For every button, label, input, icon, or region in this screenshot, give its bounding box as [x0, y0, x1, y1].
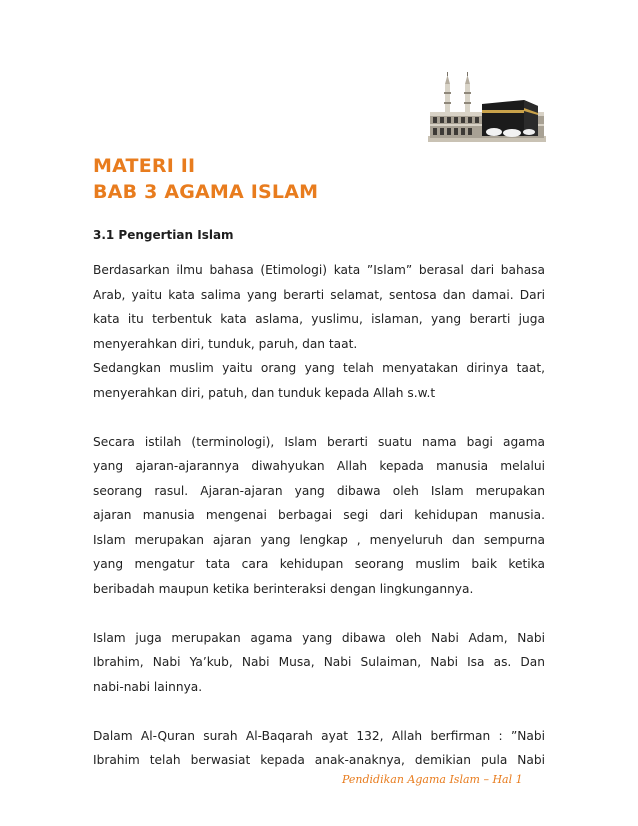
text-line: menyerahkan diri, tunduk, paruh, dan taat. [93, 336, 358, 351]
text-line: yang ajaran-ajarannya diwahyukan Allah kepada manusia melalui [93, 459, 545, 473]
text-line: Arab, yaitu kata salima yang berarti selamat, sentosa dan damai. Dari [93, 287, 545, 302]
heading-line-1: MATERI II [93, 155, 196, 177]
body-text [93, 258, 545, 797]
paragraph-1 [93, 258, 545, 405]
text-line: yang mengatur tata cara kehidupan seorang muslim baik ketika [93, 557, 545, 571]
text-line: Islam juga merupakan agama yang dibawa oleh Nabi Adam, Nabi [93, 630, 545, 645]
kaaba-mosque-icon [428, 72, 546, 142]
text-line: Dalam Al-Quran surah Al-Baqarah ayat 132, Allah berfirman : ”Nabi [93, 728, 545, 743]
chapter-heading [93, 153, 318, 205]
heading-line-2: BAB 3 AGAMA ISLAM [93, 181, 319, 203]
text-line: Ibrahim telah berwasiat kepada anak-anaknya, demikian pula Nabi [93, 753, 545, 767]
text-line: Islam merupakan ajaran yang lengkap , menyeluruh dan sempurna [93, 532, 545, 547]
section-title: 3.1 Pengertian Islam [93, 228, 234, 242]
text-line: seorang rasul. Ajaran-ajaran yang dibawa oleh Islam merupakan [93, 483, 545, 498]
text-line: ajaran manusia mengenai berbagai segi dari kehidupan manusia. [93, 508, 545, 522]
page-footer: Pendidikan Agama Islam – Hal 1 [342, 773, 523, 786]
text-line: beribadah maupun ketika berinteraksi dengan lingkungannya. [93, 581, 474, 596]
text-line: nabi-nabi lainnya. [93, 679, 203, 694]
text-line: Ibrahim, Nabi Ya’kub, Nabi Musa, Nabi Sulaiman, Nabi Isa as. Dan [93, 655, 545, 669]
text-line: kata itu terbentuk kata aslama, yuslimu, islaman, yang berarti juga [93, 312, 545, 326]
text-line: Berdasarkan ilmu bahasa (Etimologi) kata ”Islam” berasal dari bahasa [93, 263, 545, 277]
paragraph-3 [93, 626, 545, 700]
paragraph-4 [93, 724, 545, 773]
text-line: Sedangkan muslim yaitu orang yang telah menyatakan dirinya taat, [93, 361, 545, 375]
paragraph-2 [93, 430, 545, 602]
text-line: menyerahkan diri, patuh, dan tunduk kepada Allah s.w.t [93, 385, 436, 400]
text-line: Secara istilah (terminologi), Islam berarti suatu nama bagi agama [93, 434, 545, 449]
